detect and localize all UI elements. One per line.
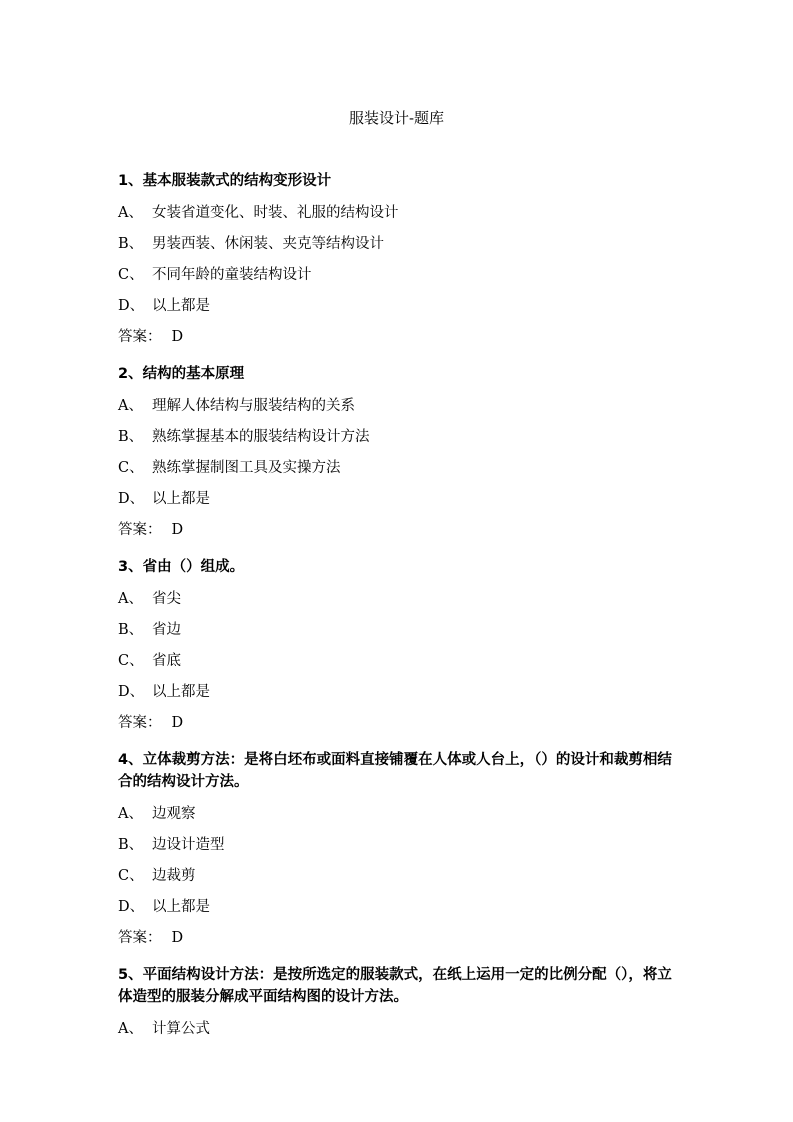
- option-c: [118, 453, 678, 484]
- option-text: 理解人体结构与服装结构的关系: [152, 398, 355, 414]
- option-text: 边观察: [152, 806, 196, 822]
- option-letter: A、: [118, 1021, 143, 1037]
- answer-label: 答案：: [118, 522, 162, 538]
- option-text: 不同年龄的童装结构设计: [152, 267, 312, 283]
- option-b: [118, 229, 678, 260]
- option-c: [118, 861, 678, 892]
- answer-line: [118, 515, 678, 546]
- page-title: 服装设计-题库: [348, 109, 445, 127]
- option-a: [118, 391, 678, 422]
- option-a: [118, 1014, 678, 1045]
- answer-value: D: [171, 930, 184, 946]
- option-letter: A、: [118, 591, 143, 607]
- option-text: 以上都是: [152, 298, 210, 314]
- option-text: 以上都是: [152, 491, 210, 507]
- option-c: [118, 260, 678, 291]
- option-a: [118, 584, 678, 615]
- option-text: 边设计造型: [152, 837, 225, 853]
- question-4: [118, 747, 678, 954]
- option-letter: B、: [118, 429, 144, 445]
- answer-value: D: [171, 715, 184, 731]
- option-letter: A、: [118, 806, 143, 822]
- question-stem: 3、省由（）组成。: [118, 559, 245, 575]
- option-d: [118, 677, 678, 708]
- option-letter: A、: [118, 398, 143, 414]
- option-text: 熟练掌握制图工具及实操方法: [152, 460, 341, 476]
- option-a: [118, 799, 678, 830]
- question-stem: 1、基本服装款式的结构变形设计: [118, 173, 332, 189]
- option-letter: B、: [118, 236, 144, 252]
- option-text: 男装西装、休闲装、夹克等结构设计: [152, 236, 384, 252]
- option-b: [118, 615, 678, 646]
- answer-line: [118, 923, 678, 954]
- option-text: 计算公式: [152, 1021, 210, 1037]
- answer-label: 答案：: [118, 930, 162, 946]
- question-1: [118, 168, 678, 353]
- option-c: [118, 646, 678, 677]
- option-letter: A、: [118, 205, 143, 221]
- answer-label: 答案：: [118, 715, 162, 731]
- option-letter: B、: [118, 622, 144, 638]
- option-letter: D、: [118, 298, 145, 314]
- option-text: 省底: [152, 653, 181, 669]
- option-letter: C、: [118, 868, 144, 884]
- option-d: [118, 484, 678, 515]
- question-stem: 2、结构的基本原理: [118, 366, 245, 382]
- option-text: 省尖: [152, 591, 181, 607]
- option-letter: C、: [118, 653, 144, 669]
- question-stem: 5、平面结构设计方法：是按所选定的服装款式，在纸上运用一定的比例分配（），将立体造型的服装分解成平面结构图的设计方法。: [118, 967, 672, 1005]
- option-letter: D、: [118, 684, 145, 700]
- option-letter: D、: [118, 491, 145, 507]
- option-a: [118, 198, 678, 229]
- question-3: [118, 554, 678, 739]
- option-letter: C、: [118, 267, 144, 283]
- question-5: [118, 962, 678, 1045]
- option-text: 熟练掌握基本的服装结构设计方法: [152, 429, 370, 445]
- option-letter: C、: [118, 460, 144, 476]
- question-list: [118, 168, 678, 1053]
- answer-value: D: [171, 329, 184, 345]
- option-text: 边裁剪: [152, 868, 196, 884]
- answer-line: [118, 322, 678, 353]
- option-b: [118, 422, 678, 453]
- question-stem: 4、立体裁剪方法：是将白坯布或面料直接铺覆在人体或人台上，（）的设计和裁剪相结合的结构设计方法。: [118, 752, 672, 790]
- option-d: [118, 892, 678, 923]
- answer-line: [118, 708, 678, 739]
- option-d: [118, 291, 678, 322]
- option-text: 以上都是: [152, 899, 210, 915]
- option-letter: D、: [118, 899, 145, 915]
- option-b: [118, 830, 678, 861]
- answer-value: D: [171, 522, 184, 538]
- option-letter: B、: [118, 837, 144, 853]
- option-text: 以上都是: [152, 684, 210, 700]
- option-text: 省边: [152, 622, 181, 638]
- answer-label: 答案：: [118, 329, 162, 345]
- question-2: [118, 361, 678, 546]
- option-text: 女装省道变化、时装、礼服的结构设计: [152, 205, 399, 221]
